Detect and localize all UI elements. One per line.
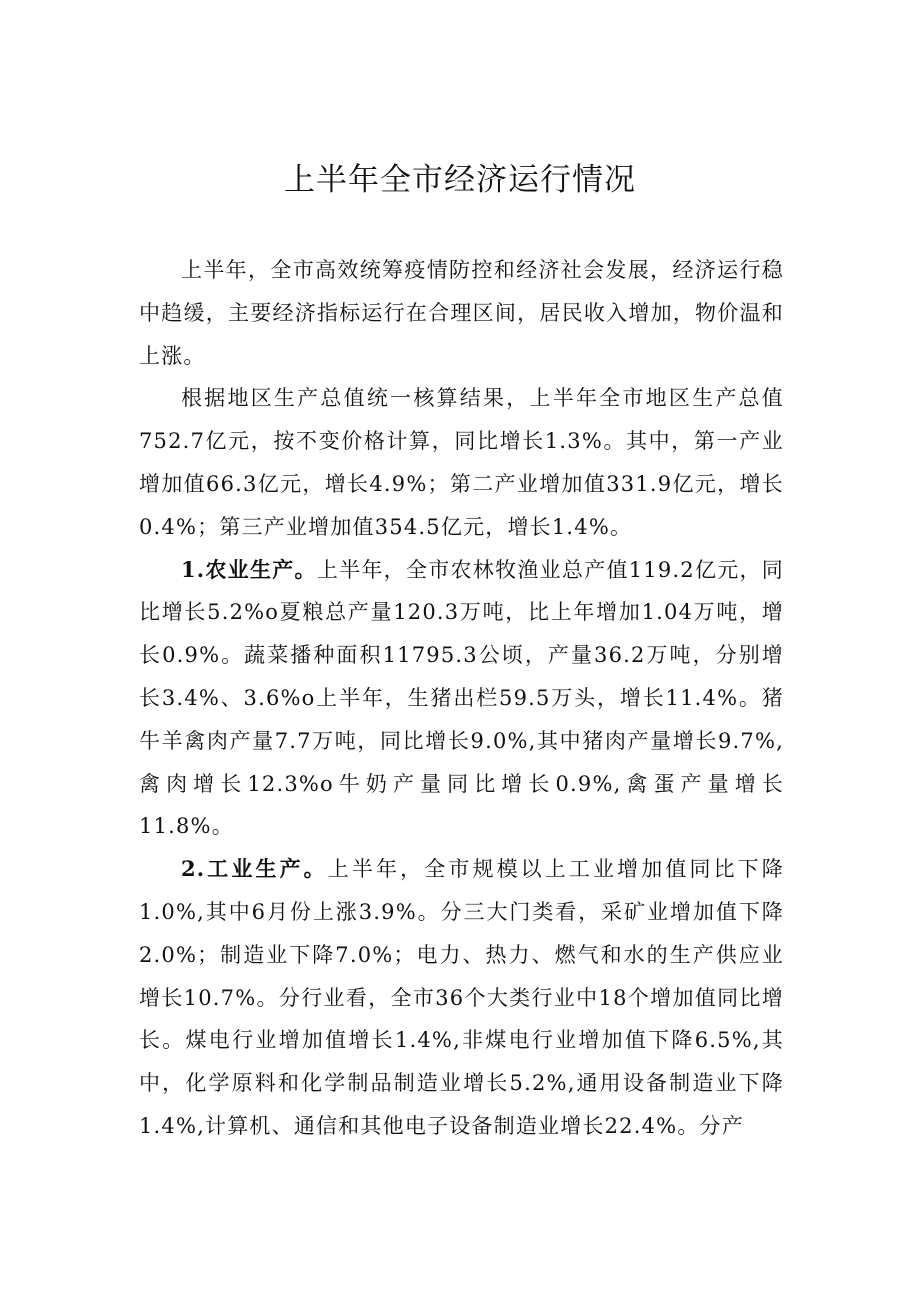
section-heading-agriculture: 1.农业生产。 (181, 556, 317, 582)
document-body (139, 249, 784, 1148)
paragraph-text: 上半年，全市规模以上工业增加值同比下降1.0%,其中6月份上涨3.9%。分三大门类看，采矿业增加值下降2.0%；制造业下降7.0%；电力、热力、燃气和水的生产供应业增长10.7%。分行业看，全市36个大类行业中18个增加值同比增长。煤电行业增加值增长1.4%,非煤电行业增加值下降6.5%,其中，化学原料和化学制品制造业增长5.2%,通用设备制造业下降1.4%,计算机、通信和其他电子设备制造业增长22.4%。分产 (139, 857, 784, 1138)
paragraph-gdp (139, 377, 784, 548)
paragraph-text: 上半年，全市农林牧渔业总产值119.2亿元，同比增长5.2%o夏粮总产量120.3万吨，比上年增加1.04万吨，增长0.9%。蔬菜播种面积11795.3公顷，产量36.2万吨，分别增长3.4%、3.6%o上半年，生猪出栏59.5万头，增长11.4%。猪牛羊禽肉产量7.7万吨，同比增长9.0%,其中猪肉产量增长9.7%,禽肉增长12.3%o牛奶产量同比增长0.9%,禽蛋产量增长11.8%。 (139, 557, 784, 839)
paragraph-text: 根据地区生产总值统一核算结果，上半年全市地区生产总值752.7亿元，按不变价格计算，同比增长1.3%。其中，第一产业增加值66.3亿元，增长4.9%；第二产业增加值331.9亿元，增长0.4%；第三产业增加值354.5亿元，增长1.4%。 (139, 386, 784, 539)
paragraph-industry (139, 848, 784, 1148)
section-heading-industry: 2.工业生产。 (181, 856, 328, 882)
document-title: 上半年全市经济运行情况 (284, 162, 636, 198)
paragraph-agriculture (139, 549, 784, 849)
paragraph-text: 上半年，全市高效统筹疫情防控和经济社会发展，经济运行稳中趋缓，主要经济指标运行在合理区间，居民收入增加，物价温和上涨。 (139, 258, 784, 368)
paragraph-intro (139, 249, 784, 377)
